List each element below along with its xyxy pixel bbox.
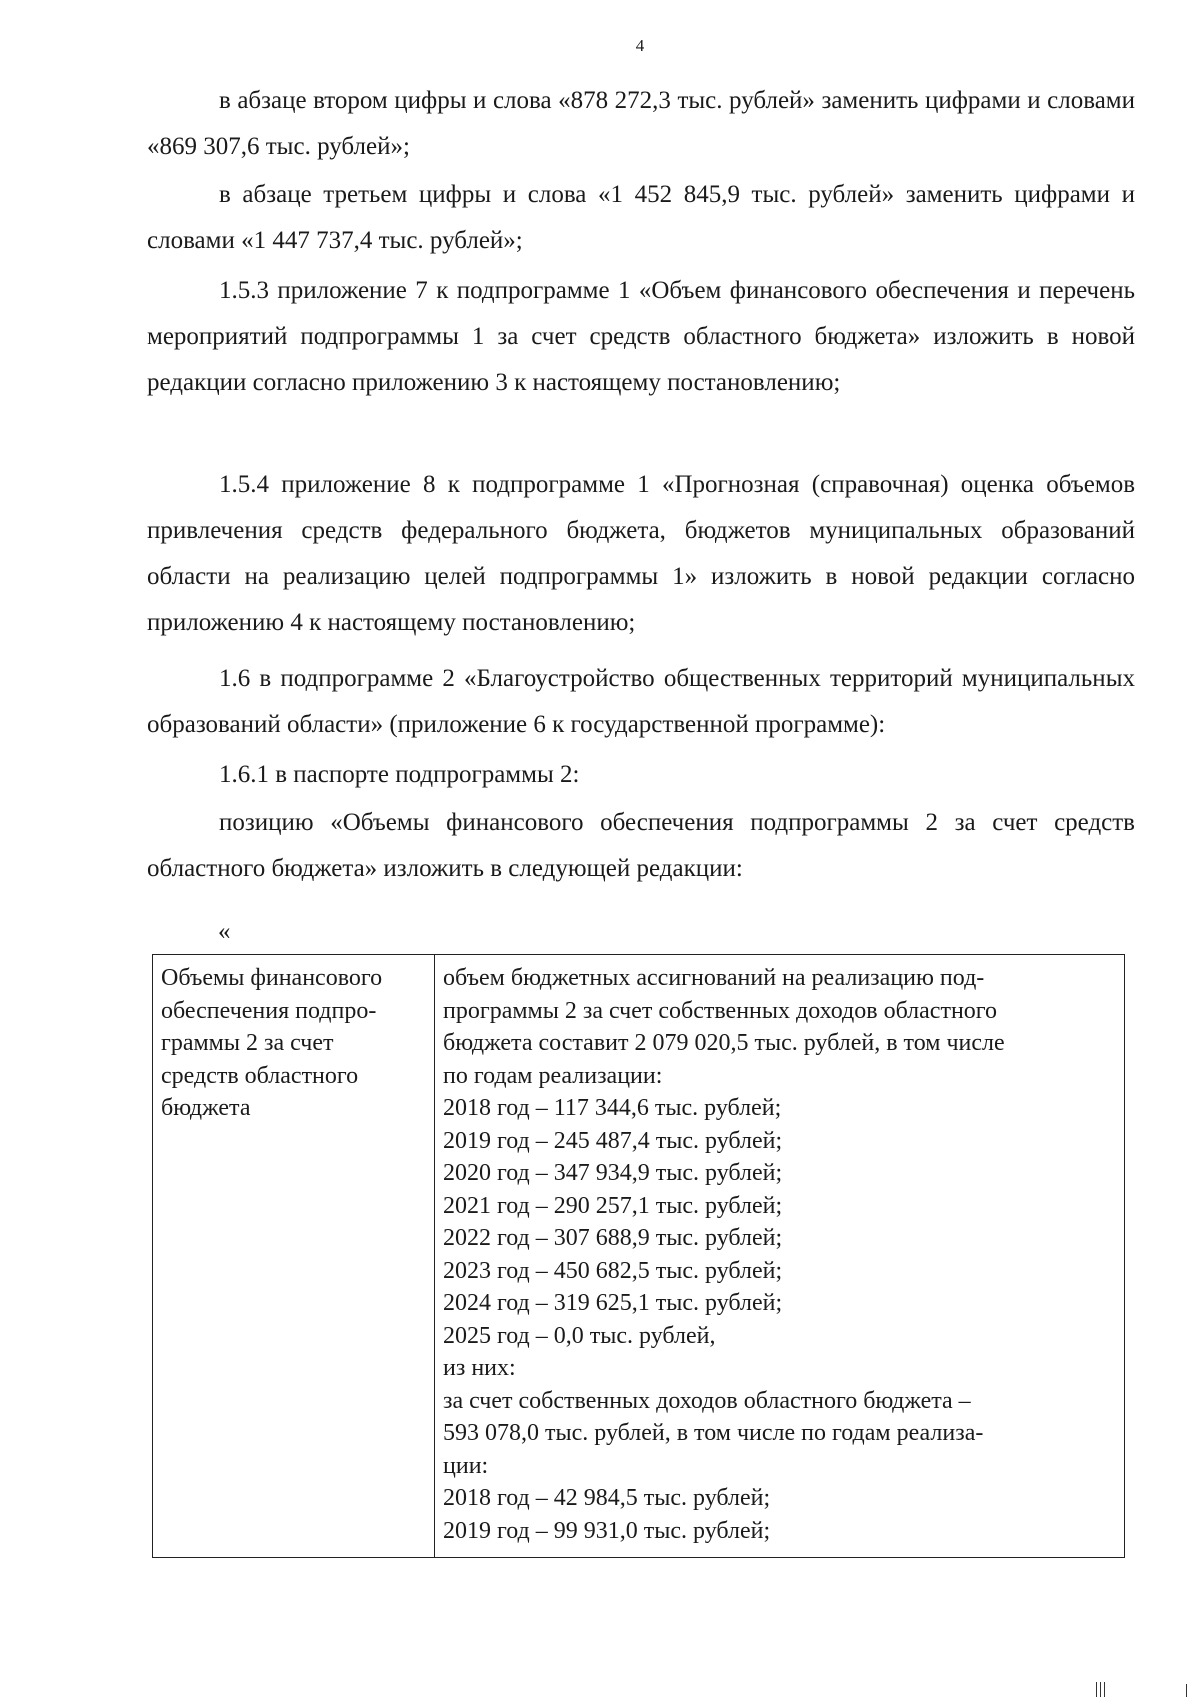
position-value-line: за счет собственных доходов областного бюджета – bbox=[443, 1387, 971, 1414]
year-2023-line: 2023 год – 450 682,5 тыс. рублей; bbox=[443, 1257, 783, 1284]
position-value-line: 593 078,0 тыс. рублей, в том числе по годам реализа- bbox=[443, 1420, 984, 1446]
position-value-line: бюджета составит 2 079 020,5 тыс. рублей, в том числе bbox=[443, 1030, 1005, 1056]
page-number: 4 bbox=[635, 36, 645, 55]
position-value-line: ции: bbox=[443, 1452, 489, 1479]
position-label-line: граммы 2 за счет bbox=[161, 1030, 334, 1056]
own-revenue-2018-line: 2018 год – 42 984,5 тыс. рублей; bbox=[443, 1485, 771, 1511]
position-label-cell bbox=[153, 955, 435, 1558]
paragraph-2: в абзаце третьем цифры и слова «1 452 845,9 тыс. рублей» заменить цифрами и словами «1 447 737,4 тыс. рублей»; bbox=[147, 181, 1135, 254]
year-2020-line: 2020 год – 347 934,9 тыс. рублей; bbox=[443, 1160, 783, 1186]
year-2025-line: 2025 год – 0,0 тыс. рублей, bbox=[443, 1322, 716, 1349]
open-quote-mark: « bbox=[218, 918, 231, 945]
year-2018-line: 2018 год – 117 344,6 тыс. рублей; bbox=[443, 1095, 782, 1121]
position-label-line: обеспечения подпро- bbox=[161, 997, 377, 1024]
table-row bbox=[153, 955, 1125, 1558]
scan-mark bbox=[1186, 1684, 1187, 1697]
year-2024-line: 2024 год – 319 625,1 тыс. рублей; bbox=[443, 1290, 783, 1316]
position-value-line: по годам реализации: bbox=[443, 1062, 663, 1089]
paragraph-5: 1.6 в подпрограмме 2 «Благоустройство общественных территорий муниципальных образований области» (приложение 6 к государственной программе): bbox=[147, 665, 1135, 738]
position-value-cell bbox=[435, 955, 1125, 1558]
paragraph-4: 1.5.4 приложение 8 к подпрограмме 1 «Прогнозная (справочная) оценка объемов привлечения средств федерального бюджета, бюджетов муниципальных образований области на реализацию целей подпрограммы 1» изложить в новой редакции согласно приложению 4 к настоящему постановлению; bbox=[147, 471, 1135, 636]
year-2021-line: 2021 год – 290 257,1 тыс. рублей; bbox=[443, 1192, 783, 1219]
year-2022-line: 2022 год – 307 688,9 тыс. рублей; bbox=[443, 1225, 783, 1251]
position-value-line: из них: bbox=[443, 1355, 516, 1381]
paragraph-3: 1.5.3 приложение 7 к подпрограмме 1 «Объем финансового обеспечения и перечень мероприятий подпрограммы 1 за счет средств областного бюджета» изложить в новой редакции согласно приложению 3 к настоящему постановлению; bbox=[147, 277, 1135, 396]
position-label-line: бюджета bbox=[161, 1095, 251, 1121]
year-2019-line: 2019 год – 245 487,4 тыс. рублей; bbox=[443, 1127, 783, 1154]
position-label-line: средств областного bbox=[161, 1062, 359, 1089]
position-value-line: программы 2 за счет собственных доходов областного bbox=[443, 997, 998, 1024]
financing-table bbox=[152, 954, 1125, 1558]
position-value-line: объем бюджетных ассигнований на реализацию под- bbox=[443, 965, 985, 991]
paragraph-1: в абзаце втором цифры и слова «878 272,3 тыс. рублей» заменить цифрами и словами «869 307,6 тыс. рублей»; bbox=[147, 87, 1135, 160]
scan-mark bbox=[1104, 1682, 1105, 1697]
position-label-line: Объемы финансового bbox=[161, 965, 383, 991]
scan-mark bbox=[1096, 1682, 1097, 1697]
scan-mark bbox=[1100, 1682, 1101, 1697]
own-revenue-2019-line: 2019 год – 99 931,0 тыс. рублей; bbox=[443, 1517, 771, 1544]
paragraph-6: 1.6.1 в паспорте подпрограммы 2: bbox=[219, 761, 580, 788]
paragraph-7: позицию «Объемы финансового обеспечения подпрограммы 2 за счет средств областного бюджета» изложить в следующей редакции: bbox=[147, 809, 1135, 882]
